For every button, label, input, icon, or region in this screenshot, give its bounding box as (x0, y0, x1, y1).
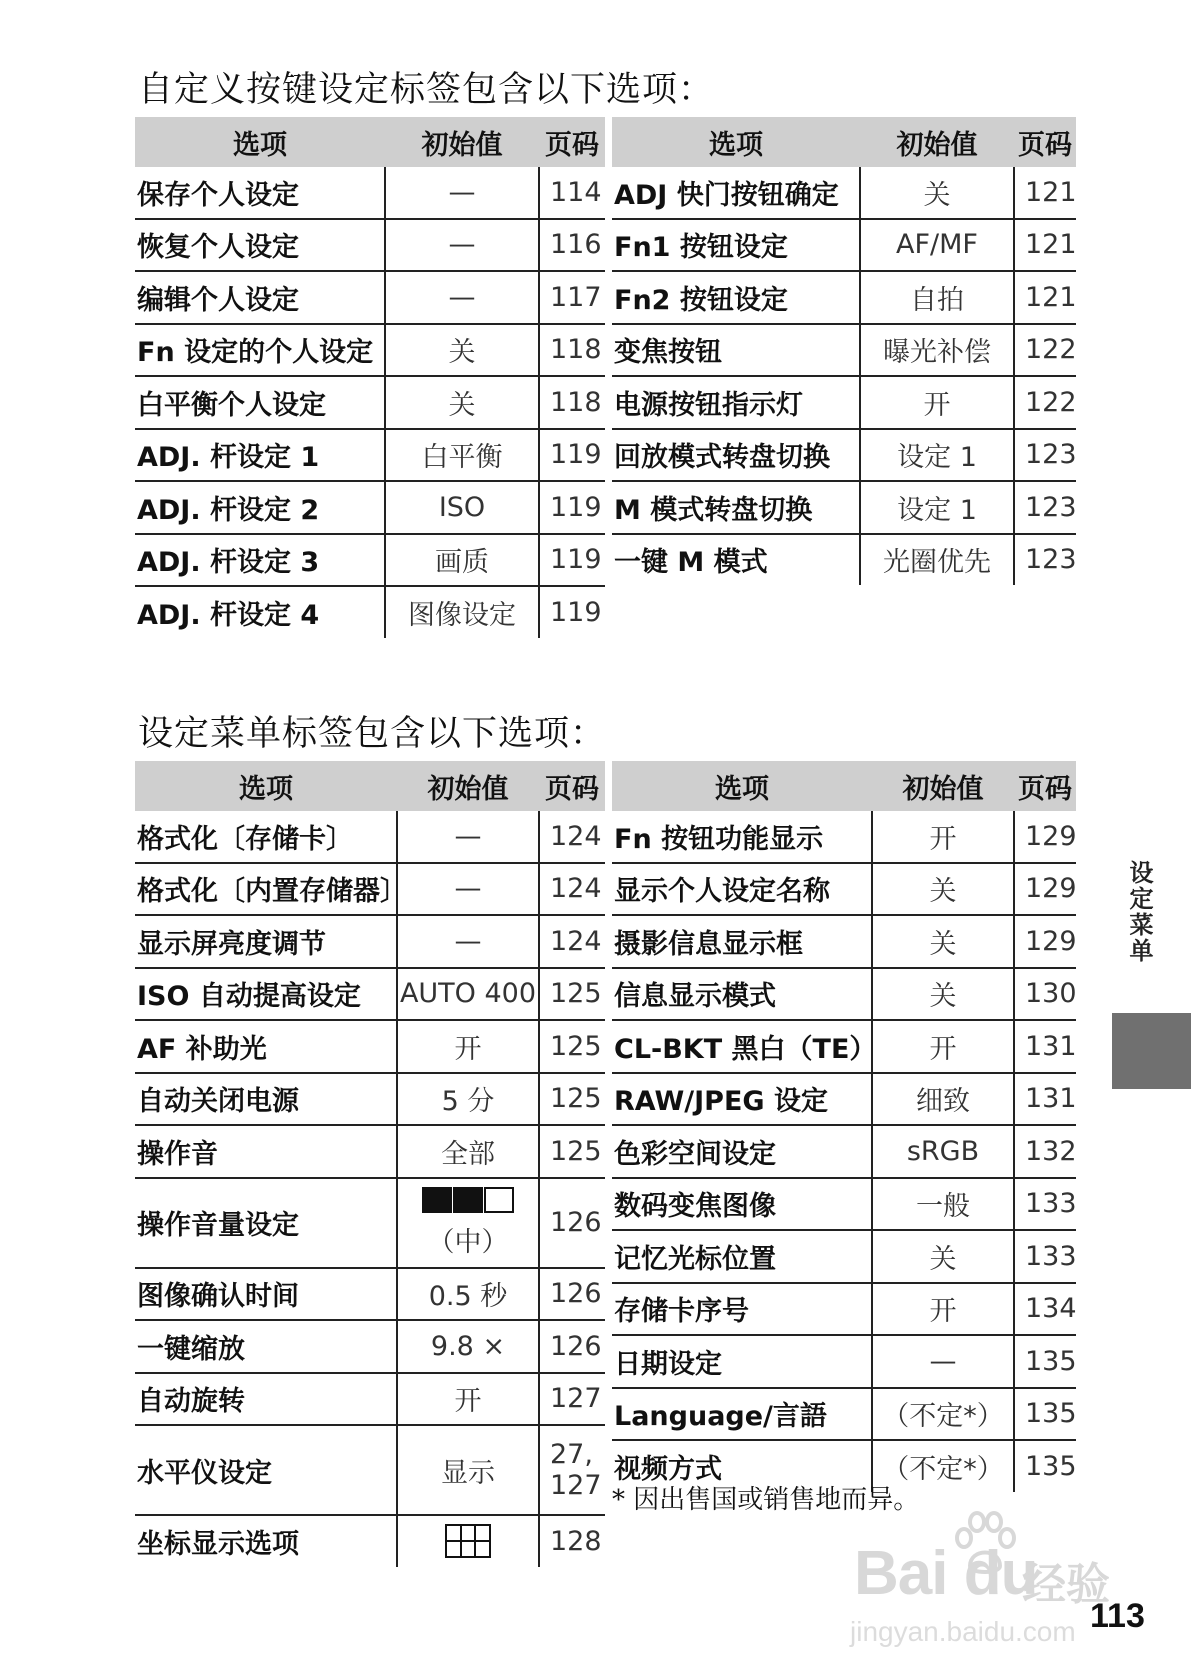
side-tab-marker (1112, 1013, 1191, 1089)
option-cell: 色彩空间设定 (612, 1125, 872, 1178)
option-cell: 图像确认时间 (135, 1268, 397, 1321)
volume-level-icon (422, 1187, 515, 1213)
page-cell: 126 (539, 1268, 605, 1321)
default-cell: 关 (860, 167, 1014, 219)
header-default: 初始值 (860, 117, 1014, 167)
default-cell: 显示 (397, 1425, 539, 1515)
table-row (135, 1373, 605, 1426)
option-cell: 视频方式 (614, 1453, 722, 1485)
default-cell: 关 (872, 968, 1014, 1021)
setup-menu-table-right (612, 761, 1076, 1492)
option-cell: CL-BKT 黑白（TE） (612, 1020, 872, 1073)
table-row (135, 1515, 605, 1567)
option-cell: 格式化〔内置存储器〕 (135, 863, 397, 916)
option-cell: Language/言語 (612, 1388, 872, 1441)
page-cell: 127 (539, 1373, 605, 1426)
default-cell: 开 (872, 811, 1014, 863)
option-cell: 电源按钮指示灯 (612, 376, 860, 429)
table-row (135, 586, 605, 638)
side-tab-label: 设定菜单 (1125, 860, 1153, 964)
default-cell: ISO (385, 481, 539, 534)
default-cell: （不定*） (872, 1388, 1014, 1441)
option-cell: ADJ 快门按钮确定 (612, 167, 860, 219)
option-cell: 恢复个人设定 (135, 219, 385, 272)
option-cell: 记忆光标位置 (612, 1230, 872, 1283)
option-cell: 日期设定 (612, 1335, 872, 1388)
default-cell: 0.5 秒 (397, 1268, 539, 1321)
option-cell: 显示屏亮度调节 (135, 915, 397, 968)
page-number: 113 (1090, 1597, 1145, 1635)
custom-key-table-right (612, 117, 1076, 585)
page-cell: 125 (539, 1020, 605, 1073)
default-cell: 全部 (397, 1125, 539, 1178)
option-cell: ADJ. 杆设定 4 (137, 599, 320, 631)
option-cell: 一键 M 模式 (614, 547, 768, 579)
default-cell: — (385, 219, 539, 272)
option-cell: RAW/JPEG 设定 (612, 1073, 872, 1126)
table-row (612, 1335, 1076, 1388)
option-cell: Fn1 按钮设定 (612, 219, 860, 272)
table-row (612, 1073, 1076, 1126)
default-cell: — (385, 167, 539, 219)
page-cell: 121 (1014, 167, 1076, 219)
option-cell: ADJ. 杆设定 3 (135, 534, 385, 587)
default-cell: 开 (872, 1020, 1014, 1073)
table-row (612, 863, 1076, 916)
option-cell: 操作音量设定 (135, 1178, 397, 1268)
header-option: 选项 (612, 117, 860, 167)
watermark-url: jingyan.baidu.com (850, 1616, 1076, 1647)
table-row (135, 968, 605, 1021)
table-row (135, 1425, 605, 1515)
table-row (612, 271, 1076, 324)
default-cell: 自拍 (860, 271, 1014, 324)
header-page: 页码 (1014, 117, 1076, 167)
option-cell: 变焦按钮 (612, 324, 860, 377)
default-cell: 关 (872, 915, 1014, 968)
default-cell: 关 (385, 376, 539, 429)
setup-menu-table-left (135, 761, 605, 1567)
footnote: * 因出售国或销售地而异。 (612, 1485, 920, 1515)
default-cell: — (397, 811, 539, 863)
default-cell: 关 (872, 863, 1014, 916)
table-row (135, 219, 605, 272)
table-row (612, 534, 1076, 586)
table-row (135, 376, 605, 429)
default-cell: 开 (397, 1020, 539, 1073)
default-cell: 细致 (872, 1073, 1014, 1126)
option-cell: 存储卡序号 (612, 1283, 872, 1336)
header-option: 选项 (135, 761, 397, 811)
option-cell: 一键缩放 (135, 1320, 397, 1373)
default-cell: AF/MF (860, 219, 1014, 272)
option-cell: 回放模式转盘切换 (612, 429, 860, 482)
option-cell: 水平仪设定 (135, 1425, 397, 1515)
page-cell: 27, 127 (539, 1425, 605, 1515)
option-cell: 显示个人设定名称 (612, 863, 872, 916)
option-cell: ADJ. 杆设定 1 (135, 429, 385, 482)
table-row (135, 271, 605, 324)
default-value: （中） (427, 1226, 509, 1258)
page-cell: 114 (539, 167, 605, 219)
default-cell: 关 (385, 324, 539, 377)
default-cell: 关 (872, 1230, 1014, 1283)
page-cell: 122 (1014, 376, 1076, 429)
table-row (612, 915, 1076, 968)
page-cell: 123 (1025, 544, 1077, 576)
option-cell: 摄影信息显示框 (612, 915, 872, 968)
table-row (135, 863, 605, 916)
page-cell: 131 (1014, 1020, 1076, 1073)
default-cell: 图像设定 (385, 586, 539, 638)
section1-heading: 自定义按键设定标签包含以下选项： (138, 70, 715, 110)
option-cell: 数码变焦图像 (612, 1178, 872, 1231)
option-cell: ISO 自动提高设定 (135, 968, 397, 1021)
page-cell: 129 (1014, 811, 1076, 863)
table-row (135, 915, 605, 968)
default-cell: 9.8 × (397, 1320, 539, 1373)
option-cell: M 模式转盘切换 (612, 481, 860, 534)
page-cell: 116 (539, 219, 605, 272)
table-row (612, 1125, 1076, 1178)
page-cell: 128 (550, 1525, 602, 1557)
default-cell: 光圈优先 (860, 534, 1014, 586)
default-cell (397, 1515, 539, 1567)
header-page: 页码 (539, 117, 605, 167)
page-cell: 119 (539, 429, 605, 482)
option-cell: Fn 设定的个人设定 (135, 324, 385, 377)
default-cell: — (385, 271, 539, 324)
header-default: 初始值 (872, 761, 1014, 811)
default-cell: sRGB (872, 1125, 1014, 1178)
option-cell: AF 补助光 (135, 1020, 397, 1073)
page-cell: 129 (1014, 863, 1076, 916)
page-cell: 123 (1014, 481, 1076, 534)
page-cell: 118 (539, 324, 605, 377)
page-cell: 117 (539, 271, 605, 324)
page-cell: 124 (539, 915, 605, 968)
default-cell: 设定 1 (860, 481, 1014, 534)
option-cell: 自动关闭电源 (135, 1073, 397, 1126)
table-row (612, 219, 1076, 272)
page-cell: 124 (539, 863, 605, 916)
table-row (612, 1020, 1076, 1073)
page-cell: 119 (550, 596, 602, 628)
default-cell: AUTO 400 (397, 968, 539, 1021)
option-cell: Fn2 按钮设定 (612, 271, 860, 324)
option-cell: 坐标显示选项 (137, 1528, 299, 1560)
table-row (135, 1320, 605, 1373)
page-cell: 126 (539, 1320, 605, 1373)
table-row (612, 1283, 1076, 1336)
table-row (135, 1178, 605, 1268)
table-row (135, 167, 605, 219)
default-cell: （不定*） (872, 1440, 1014, 1492)
custom-key-table-left (135, 117, 605, 638)
page-cell: 135 (1025, 1450, 1077, 1482)
page-cell: 122 (1014, 324, 1076, 377)
default-cell: 画质 (385, 534, 539, 587)
table-row (612, 1178, 1076, 1231)
header-page: 页码 (1014, 761, 1076, 811)
page-cell: 133 (1014, 1230, 1076, 1283)
table-row (135, 811, 605, 863)
table-row (135, 481, 605, 534)
table-row (612, 429, 1076, 482)
header-option: 选项 (612, 761, 872, 811)
table-row (612, 376, 1076, 429)
option-cell: 操作音 (135, 1125, 397, 1178)
table-row (135, 1020, 605, 1073)
default-cell: — (397, 863, 539, 916)
page-cell: 119 (539, 534, 605, 587)
section2-heading: 设定菜单标签包含以下选项： (138, 714, 607, 754)
header-option: 选项 (135, 117, 385, 167)
baidu-watermark (830, 1508, 1115, 1658)
table-row (612, 968, 1076, 1021)
page-cell: 121 (1014, 219, 1076, 272)
option-cell: 编辑个人设定 (135, 271, 385, 324)
option-cell: 白平衡个人设定 (135, 376, 385, 429)
default-cell: 设定 1 (860, 429, 1014, 482)
option-cell: Fn 按钮功能显示 (612, 811, 872, 863)
page-cell: 131 (1014, 1073, 1076, 1126)
default-cell (397, 1178, 539, 1268)
page-cell: 129 (1014, 915, 1076, 968)
page-cell: 118 (539, 376, 605, 429)
table-row (135, 1073, 605, 1126)
table-row (612, 1230, 1076, 1283)
table-row (135, 1268, 605, 1321)
page-cell: 119 (539, 481, 605, 534)
option-cell: 保存个人设定 (135, 167, 385, 219)
default-cell: 曝光补偿 (860, 324, 1014, 377)
default-cell: 一般 (872, 1178, 1014, 1231)
page-cell: 125 (539, 1125, 605, 1178)
table-row (612, 1388, 1076, 1441)
table-row (135, 324, 605, 377)
table-row (612, 167, 1076, 219)
header-default: 初始值 (397, 761, 539, 811)
page-cell: 125 (539, 968, 605, 1021)
table-row (612, 481, 1076, 534)
page-cell: 126 (539, 1178, 605, 1268)
header-default: 初始值 (385, 117, 539, 167)
page-cell: 125 (539, 1073, 605, 1126)
table-row (135, 429, 605, 482)
grid-icon (445, 1524, 491, 1558)
page-cell: 130 (1014, 968, 1076, 1021)
page-cell: 135 (1014, 1388, 1076, 1441)
page-cell: 124 (539, 811, 605, 863)
page-cell: 133 (1014, 1178, 1076, 1231)
table-row (135, 1125, 605, 1178)
page-cell: 121 (1014, 271, 1076, 324)
default-cell: — (397, 915, 539, 968)
option-cell: 自动旋转 (135, 1373, 397, 1426)
default-cell: 开 (860, 376, 1014, 429)
default-cell: 开 (397, 1373, 539, 1426)
page-cell: 123 (1014, 429, 1076, 482)
table-row (612, 324, 1076, 377)
default-cell: 开 (872, 1283, 1014, 1336)
option-cell: 信息显示模式 (612, 968, 872, 1021)
option-cell: ADJ. 杆设定 2 (135, 481, 385, 534)
watermark-cn: 经验 (1022, 1559, 1110, 1610)
default-cell: — (872, 1335, 1014, 1388)
header-page: 页码 (539, 761, 605, 811)
table-row (135, 534, 605, 587)
table-row (612, 811, 1076, 863)
option-cell: 格式化〔存储卡〕 (135, 811, 397, 863)
default-cell: 5 分 (397, 1073, 539, 1126)
page-cell: 132 (1014, 1125, 1076, 1178)
watermark-brand: Bai du (854, 1539, 1038, 1608)
page-cell: 135 (1014, 1335, 1076, 1388)
page-cell: 134 (1014, 1283, 1076, 1336)
default-cell: 白平衡 (385, 429, 539, 482)
